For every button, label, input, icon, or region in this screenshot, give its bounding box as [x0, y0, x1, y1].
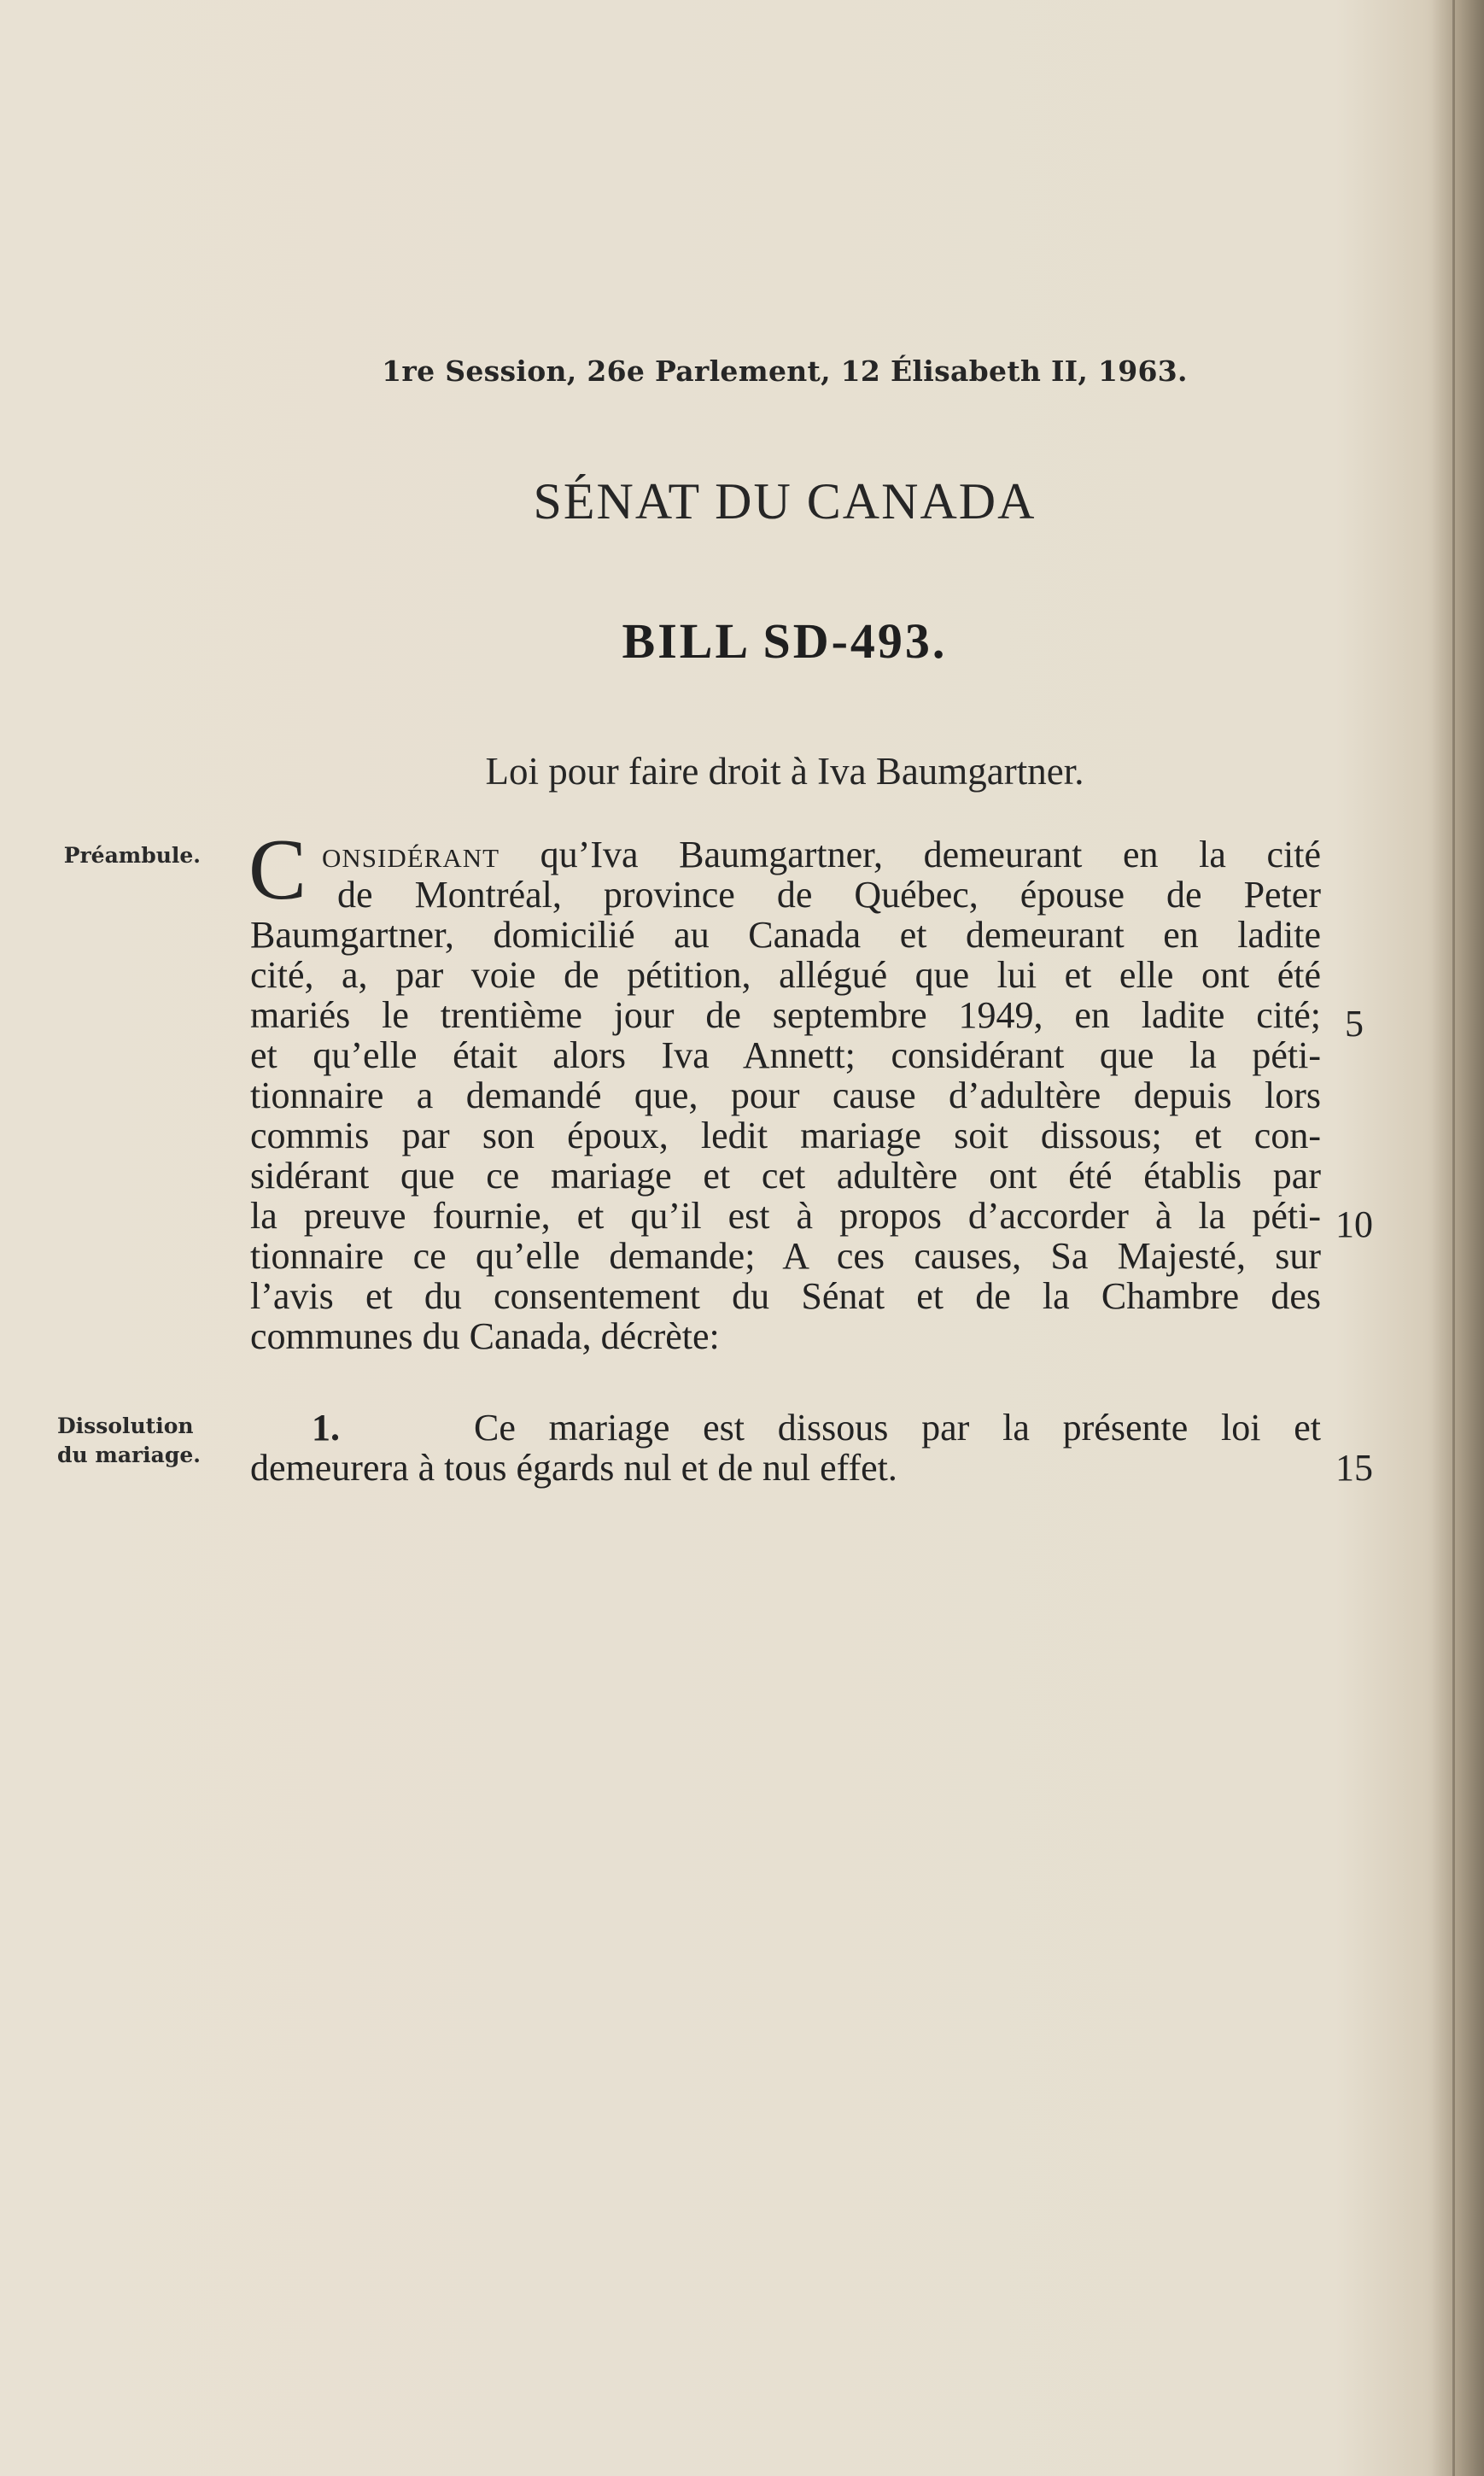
preamble-line-4: cité, a, par voie de pétition, allégué que lui et elle ont été	[250, 954, 1321, 996]
act-title: Loi pour faire droit à Iva Baumgartner.	[485, 750, 1084, 793]
section-number: 1.	[312, 1407, 340, 1449]
preamble-line-7: tionnaire a demandé que, pour cause d’adultère depuis lors	[250, 1074, 1321, 1116]
first-word-smallcaps: onsidérant	[322, 834, 500, 875]
preamble-line-1-text: qu’Iva Baumgartner, demeurant en la cité	[500, 834, 1321, 875]
preamble-line-2: de Montréal, province de Québec, épouse de Peter	[337, 874, 1321, 916]
preamble-line-10: la preuve fournie, et qu’il est à propos d’accorder à la péti-	[250, 1195, 1321, 1237]
section-1-line-2: demeurera à tous égards nul et de nul effet.	[250, 1447, 897, 1489]
preamble-line-3: Baumgartner, domicilié au Canada et demeurant en ladite	[250, 914, 1321, 956]
line-number-15: 15	[1335, 1447, 1373, 1489]
preamble-line-1	[322, 834, 1321, 875]
session-heading: 1re Session, 26e Parlement, 12 Élisabeth II, 1963.	[382, 354, 1188, 388]
dropcap-letter: C	[248, 822, 307, 918]
preamble-line-12: l’avis et du consentement du Sénat et de la Chambre des	[250, 1275, 1321, 1317]
line-number-5: 5	[1345, 1003, 1364, 1045]
section-1-line-1: Ce mariage est dissous par la présente loi et	[474, 1407, 1321, 1449]
margin-note-preamble: Préambule.	[63, 843, 201, 868]
margin-note-dissolution-line2: du mariage.	[57, 1443, 201, 1467]
preamble-line-8: commis par son époux, ledit mariage soit dissous; et con-	[250, 1115, 1321, 1156]
line-number-10: 10	[1335, 1203, 1373, 1245]
margin-note-dissolution	[17, 1412, 201, 1470]
preamble-line-6: et qu’elle était alors Iva Annett; considérant que la péti-	[250, 1034, 1321, 1076]
preamble-line-5: mariés le trentième jour de septembre 1949, en ladite cité;	[250, 994, 1321, 1036]
margin-note-dissolution-line1: Dissolution	[57, 1414, 194, 1438]
preamble-line-13: communes du Canada, décrète:	[250, 1315, 720, 1357]
chamber-heading: SÉNAT DU CANADA	[533, 473, 1037, 530]
preamble-line-9: sidérant que ce mariage et cet adultère ont été établis par	[250, 1155, 1321, 1197]
bill-number: BILL SD-493.	[622, 613, 948, 669]
preamble-line-11: tionnaire ce qu’elle demande; A ces causes, Sa Majesté, sur	[250, 1235, 1321, 1277]
